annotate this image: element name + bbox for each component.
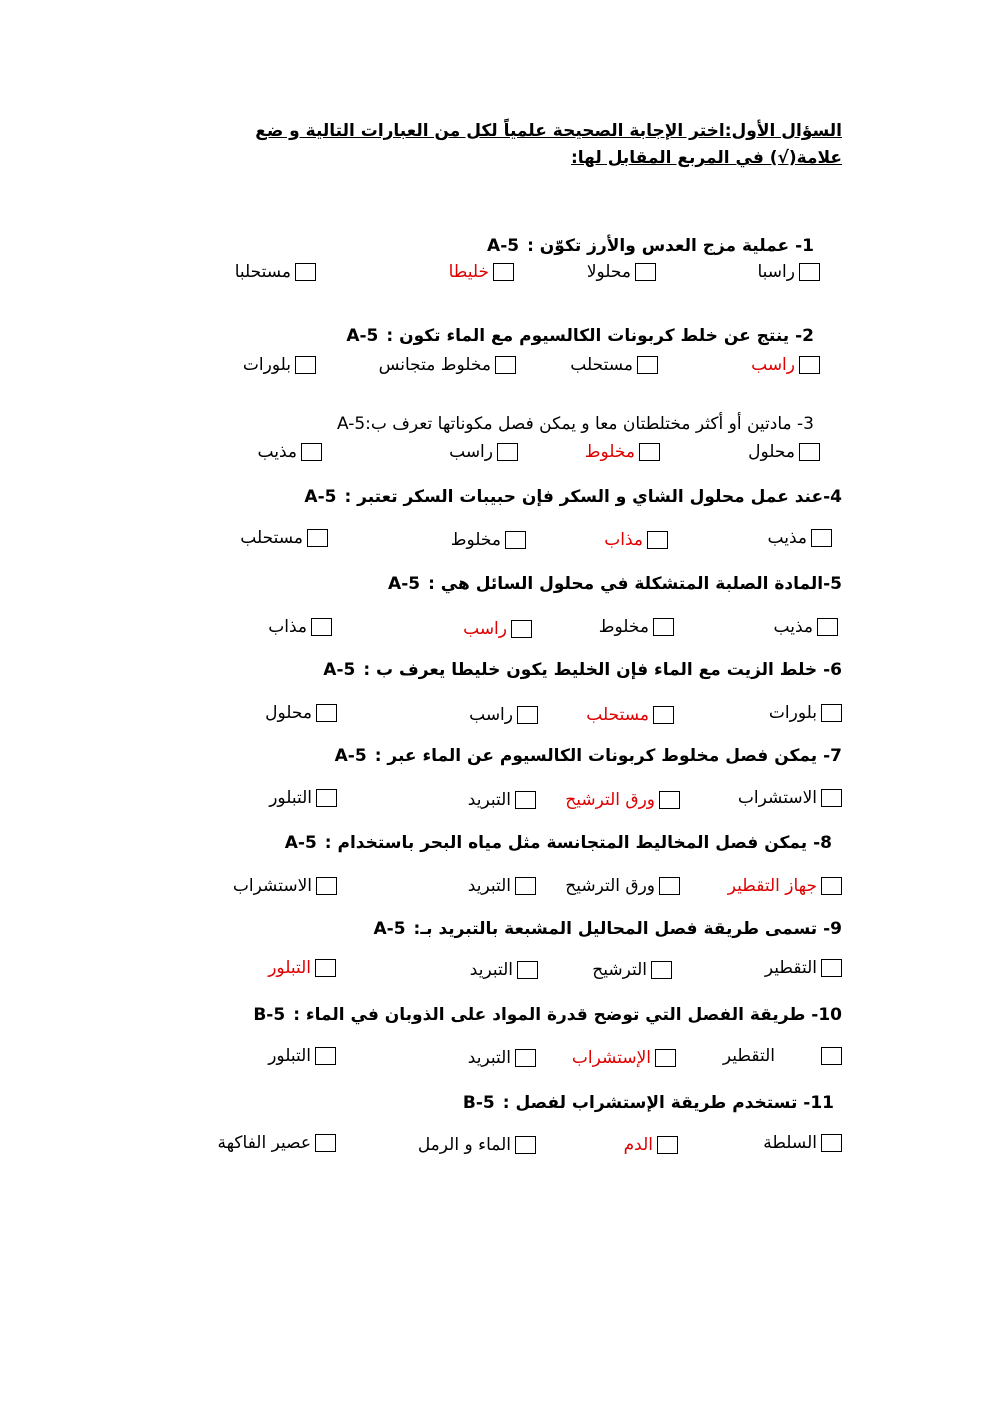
- checkbox[interactable]: [659, 791, 680, 809]
- checkbox[interactable]: [515, 1136, 536, 1154]
- checkbox[interactable]: [653, 618, 674, 636]
- option-label: التبريد: [467, 876, 511, 896]
- option-label: محلول: [265, 703, 312, 723]
- option-6-3[interactable]: [469, 705, 538, 725]
- question-text: 1- عملية مزج العدس والأرز تكوّن :: [527, 236, 814, 256]
- option-label: بلورات: [242, 355, 291, 375]
- checkbox[interactable]: [517, 961, 538, 979]
- question-code: A-5: [388, 574, 421, 594]
- question-text: 6- خلط الزيت مع الماء فإن الخليط يكون خليطا يعرف ب :: [363, 660, 842, 680]
- option-8-3[interactable]: [468, 876, 536, 896]
- option-3-3[interactable]: [449, 442, 518, 462]
- option-label: بلورات: [768, 703, 817, 723]
- option-11-1[interactable]: [763, 1133, 842, 1153]
- option-9-1[interactable]: [765, 958, 842, 978]
- option-9-2[interactable]: [592, 960, 672, 980]
- option-label: خليطا: [448, 262, 489, 282]
- checkbox[interactable]: [301, 443, 322, 461]
- option-label: راسب: [751, 355, 795, 375]
- question-text: 10- طريقة الفصل التي توضح قدرة المواد على الذوبان في الماء :: [293, 1005, 842, 1025]
- option-8-1[interactable]: [728, 876, 842, 896]
- option-label: التبلور: [269, 788, 312, 808]
- option-label: الاستشراب: [232, 876, 312, 896]
- option-7-1[interactable]: [738, 788, 842, 808]
- checkbox[interactable]: [311, 618, 332, 636]
- option-2-4[interactable]: [243, 355, 316, 375]
- option-label: الإستشراب: [571, 1048, 651, 1068]
- checkbox[interactable]: [637, 356, 658, 374]
- option-label: محلولا: [586, 262, 631, 282]
- checkbox[interactable]: [659, 877, 680, 895]
- option-11-2[interactable]: [624, 1135, 678, 1155]
- question-10: [253, 1005, 842, 1025]
- option-label: مذاب: [268, 617, 307, 637]
- option-8-4[interactable]: [233, 876, 337, 896]
- question-code: A-5: [323, 660, 356, 680]
- option-3-4[interactable]: [258, 442, 322, 462]
- option-7-2[interactable]: [565, 790, 680, 810]
- question-text: 11- تستخدم طريقة الإستشراب لفصل :: [502, 1093, 834, 1113]
- question-text: 7- يمكن فصل مخلوط كربونات الكالسيوم عن الماء عبر :: [374, 746, 842, 766]
- question-code: B-5: [253, 1005, 286, 1025]
- option-label: راسب: [463, 619, 507, 639]
- option-6-1[interactable]: [769, 703, 842, 723]
- checkbox[interactable]: [653, 706, 674, 724]
- checkbox[interactable]: [799, 263, 820, 281]
- question-text: 9- تسمى طريقة فصل المحاليل المشبعة بالتبريد بـ:: [413, 919, 842, 939]
- option-label: الترشيح: [592, 960, 647, 980]
- option-label: مستحلب: [570, 355, 633, 375]
- checkbox[interactable]: [295, 263, 316, 281]
- checkbox[interactable]: [316, 704, 337, 722]
- option-2-2[interactable]: [570, 355, 658, 375]
- option-label: مخلوط: [598, 617, 649, 637]
- checkbox[interactable]: [493, 263, 514, 281]
- checkbox[interactable]: [821, 959, 842, 977]
- question-11: [463, 1093, 834, 1113]
- option-5-1[interactable]: [774, 617, 838, 637]
- option-label: التبلور: [268, 1046, 311, 1066]
- option-3-2[interactable]: [585, 442, 660, 462]
- option-label: مخلوط متجانس: [378, 355, 491, 375]
- option-3-1[interactable]: [748, 442, 820, 462]
- checkbox[interactable]: [817, 618, 838, 636]
- checkbox[interactable]: [821, 789, 842, 807]
- option-label: راسبا: [757, 262, 795, 282]
- checkbox[interactable]: [517, 706, 538, 724]
- option-label: عصير الفاكهة: [217, 1133, 311, 1153]
- option-2-1[interactable]: [751, 355, 820, 375]
- option-label: جهاز التقطير: [727, 876, 817, 896]
- checkbox[interactable]: [495, 356, 516, 374]
- option-label: الماء و الرمل: [417, 1135, 511, 1155]
- option-label: التبلور: [268, 958, 311, 978]
- option-8-2[interactable]: [565, 876, 680, 896]
- option-10-2[interactable]: [572, 1048, 676, 1068]
- checkbox[interactable]: [295, 356, 316, 374]
- option-1-3[interactable]: [449, 262, 514, 282]
- question-2: [346, 326, 814, 346]
- option-label: محلول: [748, 442, 795, 462]
- option-label: مخلوط: [584, 442, 635, 462]
- checkbox[interactable]: [511, 620, 532, 638]
- option-label: مذيب: [767, 528, 807, 548]
- checkbox[interactable]: [316, 877, 337, 895]
- question-7: [335, 746, 842, 766]
- option-10-1[interactable]: [723, 1046, 842, 1066]
- checkbox[interactable]: [515, 1049, 536, 1067]
- checkbox[interactable]: [655, 1049, 676, 1067]
- checkbox[interactable]: [821, 1134, 842, 1152]
- option-9-4[interactable]: [268, 958, 336, 978]
- option-10-4[interactable]: [268, 1046, 336, 1066]
- option-label: مذاب: [604, 530, 643, 550]
- checkbox[interactable]: [497, 443, 518, 461]
- checkbox[interactable]: [307, 529, 328, 547]
- checkbox[interactable]: [639, 443, 660, 461]
- option-4-2[interactable]: [604, 530, 668, 550]
- option-label: مستحلب: [586, 705, 649, 725]
- option-1-4[interactable]: [235, 262, 316, 282]
- question-code: A-5: [336, 414, 366, 434]
- option-4-3[interactable]: [451, 530, 526, 550]
- question-6: [323, 660, 842, 680]
- option-label: الدم: [623, 1135, 653, 1155]
- checkbox[interactable]: [315, 1134, 336, 1152]
- option-label: الاستشراب: [737, 788, 817, 808]
- checkbox[interactable]: [821, 877, 842, 895]
- option-label: التقطير: [764, 958, 817, 978]
- option-label: السلطة: [763, 1133, 817, 1153]
- question-9: [373, 919, 842, 939]
- checkbox[interactable]: [315, 1047, 336, 1065]
- question-4: [304, 487, 842, 507]
- checkbox[interactable]: [651, 961, 672, 979]
- checkbox[interactable]: [657, 1136, 678, 1154]
- option-label: التبريد: [467, 790, 511, 810]
- question-code: A-5: [304, 487, 337, 507]
- question-text: 8- يمكن فصل المخاليط المتجانسة مثل مياه البحر باستخدام :: [324, 833, 832, 853]
- question-text: 5-المادة الصلبة المتشكلة في محلول السائل هي :: [428, 574, 842, 594]
- option-label: مذيب: [773, 617, 813, 637]
- checkbox[interactable]: [316, 789, 337, 807]
- checkbox[interactable]: [515, 791, 536, 809]
- option-2-3[interactable]: [379, 355, 516, 375]
- option-label: مذيب: [257, 442, 297, 462]
- option-label: التبريد: [469, 960, 513, 980]
- option-7-4[interactable]: [269, 788, 337, 808]
- option-7-3[interactable]: [468, 790, 536, 810]
- option-9-3[interactable]: [470, 960, 538, 980]
- option-label: مستحلب: [240, 528, 303, 548]
- question-3: [337, 414, 814, 434]
- question-text: 3- مادتين أو أكثر مختلطتان معا و يمكن فصل مكوناتها تعرف ب:: [365, 414, 814, 434]
- option-5-3[interactable]: [463, 619, 532, 639]
- question-5: [388, 574, 842, 594]
- option-6-2[interactable]: [586, 705, 674, 725]
- question-code: A-5: [373, 919, 406, 939]
- option-10-3[interactable]: [468, 1048, 536, 1068]
- option-11-4[interactable]: [217, 1133, 336, 1153]
- option-5-4[interactable]: [268, 617, 332, 637]
- checkbox[interactable]: [811, 529, 832, 547]
- checkbox[interactable]: [821, 704, 842, 722]
- question-1: [487, 236, 814, 256]
- question-code: B-5: [462, 1093, 495, 1113]
- option-5-2[interactable]: [599, 617, 674, 637]
- option-label: راسب: [469, 705, 513, 725]
- checkbox[interactable]: [515, 877, 536, 895]
- option-label: ورق الترشيح: [565, 876, 655, 896]
- option-11-3[interactable]: [418, 1135, 536, 1155]
- option-label: التقطير: [722, 1046, 775, 1066]
- question-code: A-5: [346, 326, 379, 346]
- question-text: 4-عند عمل محلول الشاي و السكر فإن حبيبات السكر تعتبر :: [344, 487, 842, 507]
- checkbox[interactable]: [505, 531, 526, 549]
- question-code: A-5: [487, 236, 520, 256]
- option-1-2[interactable]: [587, 262, 656, 282]
- checkbox[interactable]: [799, 356, 820, 374]
- option-label: التبريد: [467, 1048, 511, 1068]
- option-label: مخلوط: [450, 530, 501, 550]
- checkbox[interactable]: [821, 1047, 842, 1065]
- option-4-4[interactable]: [240, 528, 328, 548]
- option-6-4[interactable]: [265, 703, 337, 723]
- option-label: مستحلبا: [234, 262, 291, 282]
- checkbox[interactable]: [799, 443, 820, 461]
- checkbox[interactable]: [635, 263, 656, 281]
- option-1-1[interactable]: [758, 262, 821, 282]
- section-title: السؤال الأول:اختر الإجابة الصحيحة علمياً لكل من العبارات التالية و ضع علامة(√) في المربع المقابل لها:: [255, 121, 842, 168]
- question-code: A-5: [334, 746, 367, 766]
- question-code: A-5: [284, 833, 317, 853]
- option-label: راسب: [449, 442, 493, 462]
- checkbox[interactable]: [315, 959, 336, 977]
- option-label: ورق الترشيح: [565, 790, 655, 810]
- option-4-1[interactable]: [768, 528, 832, 548]
- question-text: 2- ينتج عن خلط كربونات الكالسيوم مع الماء تكون :: [386, 326, 814, 346]
- question-8: [285, 833, 832, 853]
- checkbox[interactable]: [647, 531, 668, 549]
